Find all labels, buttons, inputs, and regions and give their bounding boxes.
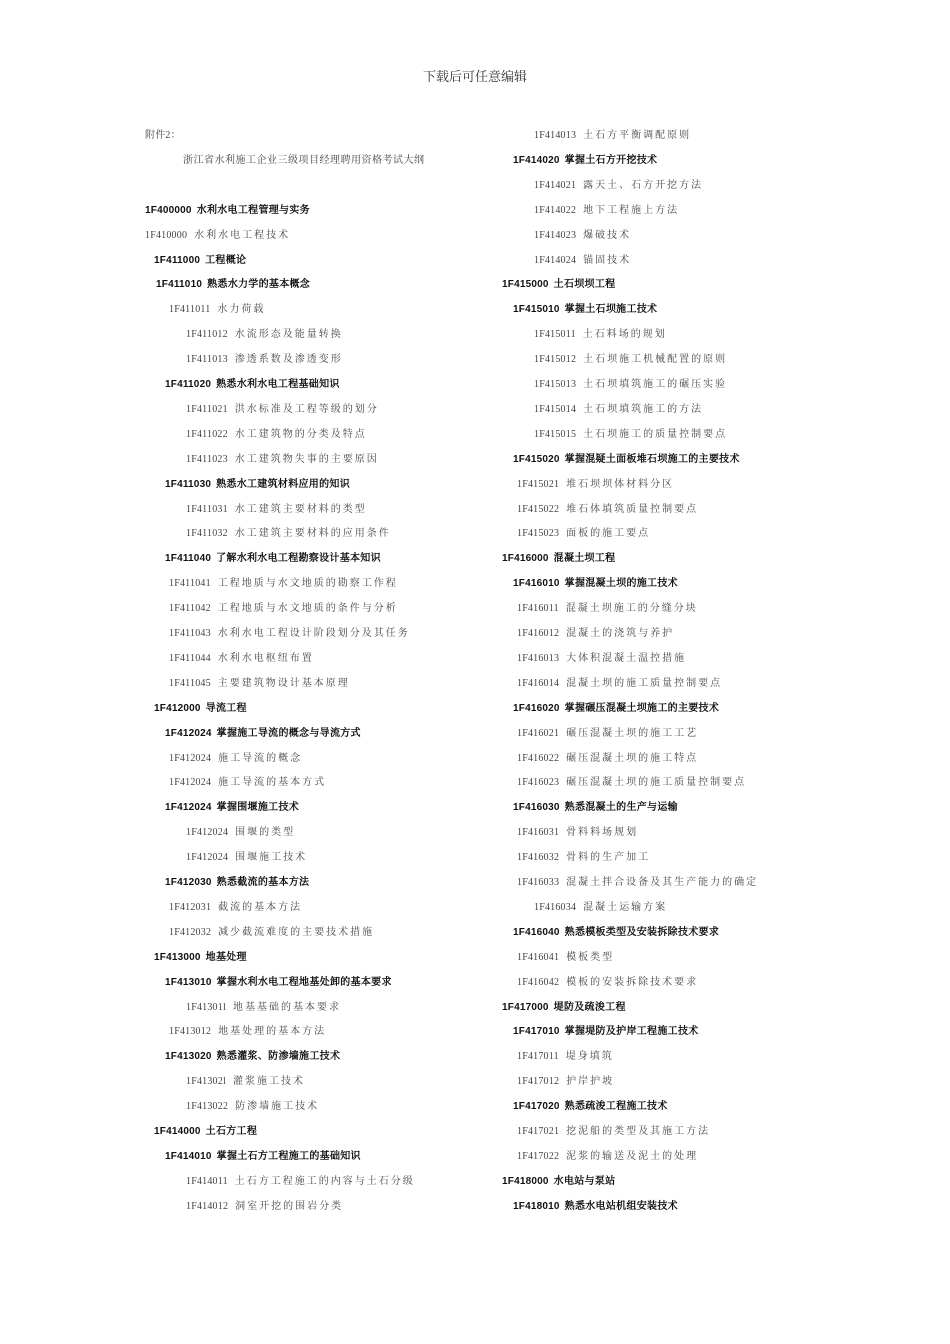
outline-title: 土石方平衡调配原则 xyxy=(583,130,692,141)
outline-code: 1F414011 xyxy=(186,1175,228,1187)
outline-item xyxy=(165,1145,361,1170)
outline-item xyxy=(169,647,314,672)
outline-code: 1F414010 xyxy=(165,1150,212,1162)
outline-item xyxy=(186,821,295,846)
outline-title: 水工建筑主要材料的应用条件 xyxy=(234,528,391,540)
outline-title: 水利水电工程技术 xyxy=(194,229,291,241)
outline-title: 碾压混凝土坝的施工质量控制要点 xyxy=(566,777,747,789)
outline-item xyxy=(165,971,392,996)
outline-code: 1F411023 xyxy=(186,453,228,465)
outline-item xyxy=(165,871,309,896)
outline-code: 1F411000 xyxy=(154,254,201,266)
outline-title: 水利水电工程管理与实务 xyxy=(196,204,310,216)
outline-title: 水电站与泵站 xyxy=(553,1175,616,1187)
outline-title: 面板的施工要点 xyxy=(566,528,651,540)
outline-title: 土石坝施工机械配置的原则 xyxy=(583,354,728,366)
outline-item xyxy=(517,647,686,672)
outline-code: 1F416021 xyxy=(517,727,560,739)
outline-item xyxy=(165,796,299,821)
outline-code: 1F413000 xyxy=(154,951,201,963)
outline-code: 1F417021 xyxy=(517,1126,560,1137)
outline-item xyxy=(517,771,746,796)
outline-title: 水力荷载 xyxy=(217,304,266,316)
outline-item xyxy=(513,796,678,821)
outline-title: 混凝土坝施工的分缝分块 xyxy=(565,603,698,615)
outline-code: 1F417020 xyxy=(513,1101,560,1113)
outline-title: 大体积混凝土温控措施 xyxy=(566,652,687,664)
outline-title: 堤防及疏浚工程 xyxy=(553,1001,626,1013)
outline-code: 1F416041 xyxy=(517,951,560,963)
outline-item xyxy=(186,1195,343,1220)
outline-item xyxy=(165,473,350,498)
outline-code: 1F412024 xyxy=(186,827,229,839)
outline-code: 1F417012 xyxy=(517,1076,560,1088)
outline-code: 1F411013 xyxy=(186,354,228,366)
outline-code: 1F411020 xyxy=(165,379,212,390)
outline-item xyxy=(534,199,679,224)
outline-item xyxy=(517,622,674,647)
outline-item xyxy=(513,921,719,946)
outline-code: 1F416011 xyxy=(517,603,559,615)
outline-title: 水工建筑物的分类及特点 xyxy=(234,428,367,440)
outline-code: 1F411040 xyxy=(165,553,212,565)
outline-title: 掌握混疑土面板堆石坝施工的主要技术 xyxy=(564,453,740,465)
outline-item xyxy=(517,722,698,747)
outline-item xyxy=(186,448,379,473)
outline-item xyxy=(513,448,740,473)
outline-title: 堆石坝坝体材料分区 xyxy=(566,478,675,490)
outline-title: 掌握混凝土坝的施工技术 xyxy=(564,578,678,590)
outline-code: 1F411042 xyxy=(169,603,211,615)
outline-code: 1F416034 xyxy=(534,901,577,913)
outline-item xyxy=(517,672,722,697)
outline-code: 1F413010 xyxy=(165,976,212,988)
outline-code: 1F416030 xyxy=(513,802,560,814)
outline-title: 掌握碾压混凝土坝施工的主要技术 xyxy=(564,702,720,714)
outline-code: 1F416020 xyxy=(513,702,560,714)
outline-code: 1F400000 xyxy=(145,204,192,216)
outline-title: 混凝土坝的施工质量控制要点 xyxy=(566,677,723,689)
outline-title: 护岸护坡 xyxy=(566,1076,615,1088)
outline-item xyxy=(154,249,246,274)
outline-title: 堤身填筑 xyxy=(565,1051,614,1063)
outline-title: 模板类型 xyxy=(566,951,615,963)
outline-title: 掌握土石方工程施工的基础知识 xyxy=(216,1150,361,1162)
outline-code: 1F414022 xyxy=(534,204,577,216)
outline-title: 掌握土石坝施工技术 xyxy=(564,304,658,316)
outline-code: 1F415021 xyxy=(517,478,560,490)
outline-title: 掌握堤防及护岸工程施工技术 xyxy=(564,1026,699,1038)
outline-code: 1F412024 xyxy=(169,752,212,764)
outline-code: 1F415011 xyxy=(534,329,576,341)
outline-item xyxy=(165,1045,340,1070)
outline-code: 1F415015 xyxy=(534,428,577,440)
outline-item xyxy=(517,821,638,846)
outline-title: 掌握土石方开挖技术 xyxy=(564,154,658,166)
outline-item xyxy=(165,373,340,398)
outline-title: 地下工程施上方法 xyxy=(583,204,680,216)
outline-item xyxy=(517,473,674,498)
outline-code: 1F410000 xyxy=(145,229,188,241)
outline-item xyxy=(534,896,667,921)
outline-title: 泥浆的输送及泥土的处理 xyxy=(566,1150,699,1162)
outline-title: 土石坝填筑施工的方法 xyxy=(583,403,704,415)
outline-title: 围堰的类型 xyxy=(235,827,296,839)
outline-item xyxy=(513,1020,699,1045)
outline-item xyxy=(517,522,650,547)
outline-item xyxy=(502,1170,615,1195)
outline-code: 1F418000 xyxy=(502,1175,549,1187)
outline-title: 掌握水利水电工程地基处卸的基本要求 xyxy=(216,976,392,988)
outline-item xyxy=(534,249,631,274)
outline-title: 水利水电枢纽布置 xyxy=(217,652,314,664)
outline-code: 1F415020 xyxy=(513,453,560,465)
outline-title: 水工建筑主要材料的类型 xyxy=(234,503,367,515)
outline-code: 1F414000 xyxy=(154,1126,201,1137)
outline-item xyxy=(513,572,678,597)
outline-code: 1F411041 xyxy=(169,578,211,590)
outline-code: 1F415014 xyxy=(534,403,577,415)
header-note: 下载后可任意编辑 xyxy=(422,70,527,85)
outline-code: 1F415023 xyxy=(517,528,560,540)
outline-title: 熟悉水电站机组安装技术 xyxy=(564,1200,678,1212)
outline-item xyxy=(186,846,307,871)
outline-code: 1F416023 xyxy=(517,777,560,789)
outline-title: 熟悉水利水电工程基础知识 xyxy=(216,379,340,390)
outline-item xyxy=(156,273,310,298)
outline-item xyxy=(517,1070,614,1095)
outline-title: 挖泥船的类型及其施工方法 xyxy=(566,1126,711,1137)
outline-code: 1F415013 xyxy=(534,379,577,390)
outline-title: 减少截流难度的主要技术措施 xyxy=(218,926,375,938)
outline-code: 1F412024 xyxy=(165,802,212,814)
outline-item xyxy=(154,946,247,971)
outline-code: 1F414013 xyxy=(534,130,577,141)
outline-code: 1F413012 xyxy=(169,1026,212,1038)
outline-title: 水流形态及能量转换 xyxy=(234,329,343,341)
outline-item xyxy=(534,174,703,199)
outline-item xyxy=(517,747,698,772)
outline-code: 1F417010 xyxy=(513,1026,560,1038)
outline-title: 露天土、石方开挖方法 xyxy=(583,179,704,191)
outline-item xyxy=(183,149,425,174)
outline-item xyxy=(169,622,410,647)
outline-item xyxy=(502,273,615,298)
outline-title: 主要建筑物设计基本原理 xyxy=(217,677,350,689)
outline-code: 1F412000 xyxy=(154,702,201,714)
outline-code: 1F412031 xyxy=(169,901,212,913)
outline-item xyxy=(517,1120,710,1145)
outline-code: 1F413022 xyxy=(186,1101,229,1113)
outline-item xyxy=(513,697,719,722)
outline-title: 熟悉水力学的基本概念 xyxy=(207,279,311,291)
outline-item xyxy=(517,846,650,871)
outline-title: 堆石体填筑质量控制要点 xyxy=(566,503,699,515)
outline-item xyxy=(186,1070,305,1095)
outline-code: 1F417011 xyxy=(517,1051,559,1063)
outline-item xyxy=(517,946,614,971)
outline-title: 土石方工程施工的内容与土石分级 xyxy=(234,1175,415,1187)
outline-item xyxy=(169,1020,326,1045)
outline-code: 1F416033 xyxy=(517,877,560,888)
outline-title: 熟悉截流的基本方法 xyxy=(216,877,310,888)
outline-title: 地基基础的基本要求 xyxy=(232,1001,341,1013)
outline-title: 模板的安装拆除技术要求 xyxy=(566,976,699,988)
outline-title: 工程地质与水文地质的勘察工作程 xyxy=(217,578,398,590)
outline-code: 1F415010 xyxy=(513,304,560,316)
outline-code: 1F415012 xyxy=(534,354,577,366)
outline-title: 骨料料场规划 xyxy=(566,827,639,839)
outline-item xyxy=(513,298,657,323)
outline-code: 1F411045 xyxy=(169,677,211,689)
outline-title: 土石坝填筑施工的碾压实验 xyxy=(583,379,728,390)
outline-item xyxy=(186,423,367,448)
outline-item xyxy=(169,747,302,772)
outline-item xyxy=(534,423,727,448)
outline-code: 1F411022 xyxy=(186,428,228,440)
outline-item xyxy=(186,323,343,348)
outline-item xyxy=(154,1120,257,1145)
outline-item xyxy=(534,323,667,348)
outline-code: 1F417000 xyxy=(502,1001,549,1013)
outline-title: 了解水利水电工程勘察设计基本知识 xyxy=(216,553,381,565)
outline-title: 熟悉水工建筑材料应用的知识 xyxy=(216,478,350,490)
outline-title: 渗透系数及渗透变形 xyxy=(234,354,343,366)
outline-title: 土石坝施工的质量控制要点 xyxy=(583,428,728,440)
outline-item xyxy=(186,1170,415,1195)
outline-title: 熟悉灌浆、防渗墙施工技术 xyxy=(216,1051,341,1063)
outline-title: 截流的基本方法 xyxy=(218,901,303,913)
outline-item xyxy=(186,1095,319,1120)
outline-code: 1F411044 xyxy=(169,652,211,664)
outline-code: 1F41301l xyxy=(186,1001,226,1013)
outline-item xyxy=(513,149,657,174)
outline-code: 1F411011 xyxy=(169,304,211,316)
outline-title: 洪水标准及工程等级的划分 xyxy=(234,403,379,415)
outline-item xyxy=(517,1145,698,1170)
outline-code: 1F411031 xyxy=(186,503,228,515)
outline-item xyxy=(534,224,631,249)
outline-title: 爆破技术 xyxy=(583,229,632,241)
outline-item xyxy=(502,996,626,1021)
outline-code: 1F414012 xyxy=(186,1200,229,1212)
outline-title: 施工导流的概念 xyxy=(218,752,303,764)
outline-item xyxy=(169,672,350,697)
outline-item xyxy=(154,697,247,722)
outline-item xyxy=(169,896,302,921)
outline-code: 1F414023 xyxy=(534,229,577,241)
outline-item xyxy=(534,398,703,423)
outline-code: 1F412030 xyxy=(165,877,212,888)
outline-title: 混凝土运输方案 xyxy=(583,901,668,913)
outline-title: 熟悉模板类型及安装拆除技术要求 xyxy=(564,926,720,938)
outline-title: 施工导流的基本方式 xyxy=(218,777,327,789)
outline-item xyxy=(517,1045,614,1070)
outline-item xyxy=(517,498,698,523)
outline-title: 碾压混凝土坝的施工特点 xyxy=(566,752,699,764)
outline-item xyxy=(145,199,310,224)
outline-code: 1F412024 xyxy=(165,727,212,739)
outline-title: 土石料场的规划 xyxy=(582,329,667,341)
outline-title: 地基处理的基本方法 xyxy=(218,1026,327,1038)
outline-code: 1F416014 xyxy=(517,677,560,689)
outline-item xyxy=(165,722,361,747)
outline-item xyxy=(502,547,615,572)
outline-code: 1F418010 xyxy=(513,1200,560,1212)
outline-title: 洞室开挖的围岩分类 xyxy=(235,1200,344,1212)
outline-title: 水利水电工程设计阶段划分及其任务 xyxy=(217,628,410,639)
outline-item xyxy=(169,771,326,796)
outline-item xyxy=(169,921,374,946)
outline-item xyxy=(534,373,727,398)
outline-title: 掌握施工导流的概念与导流方式 xyxy=(216,727,361,739)
outline-code: 1F414024 xyxy=(534,254,577,266)
outline-item xyxy=(186,996,341,1021)
outline-code: 1F415000 xyxy=(502,279,549,291)
outline-code: 1F412024 xyxy=(186,852,229,864)
outline-title: 防渗墙施工技术 xyxy=(235,1101,320,1113)
outline-code: 1F416012 xyxy=(517,628,560,639)
outline-code: 1F416010 xyxy=(513,578,560,590)
outline-item xyxy=(186,522,391,547)
outline-item xyxy=(513,1095,668,1120)
outline-code: 1F416000 xyxy=(502,553,549,565)
outline-code: 附件2： xyxy=(145,130,181,141)
outline-title: 熟悉疏浚工程施工技术 xyxy=(564,1101,668,1113)
outline-item xyxy=(165,547,381,572)
outline-code: 1F411012 xyxy=(186,329,228,341)
outline-item xyxy=(517,597,698,622)
outline-item xyxy=(513,1195,678,1220)
outline-item xyxy=(534,124,691,149)
outline-title: 掌握围堰施工技术 xyxy=(216,802,300,814)
outline-item xyxy=(517,971,698,996)
outline-title: 土石方工程 xyxy=(205,1126,258,1137)
outline-title: 灌浆施工技术 xyxy=(232,1076,305,1088)
outline-item xyxy=(186,398,379,423)
outline-item xyxy=(517,871,758,896)
outline-item xyxy=(169,572,398,597)
outline-title: 浙江省水利施工企业三级项目经理聘用资格考试大纲 xyxy=(183,154,425,166)
outline-item xyxy=(169,597,398,622)
outline-item xyxy=(534,348,727,373)
outline-code: 1F416040 xyxy=(513,926,560,938)
outline-item xyxy=(169,298,265,323)
outline-code: 1F411043 xyxy=(169,628,211,639)
outline-code: 1F411021 xyxy=(186,403,228,415)
outline-title: 工程地质与水文地质的条件与分析 xyxy=(217,603,398,615)
outline-title: 导流工程 xyxy=(205,702,247,714)
outline-code: 1F416031 xyxy=(517,827,560,839)
outline-title: 混凝土拌合设备及其生产能力的确定 xyxy=(566,877,759,888)
outline-code: 1F415022 xyxy=(517,503,560,515)
outline-title: 水工建筑物失事的主要原因 xyxy=(234,453,379,465)
outline-code: 1F411032 xyxy=(186,528,228,540)
outline-code: 1F414021 xyxy=(534,179,577,191)
outline-code: 1F416042 xyxy=(517,976,560,988)
outline-code: 1F41302l xyxy=(186,1076,226,1088)
outline-code: 1F412032 xyxy=(169,926,212,938)
outline-title: 熟悉混凝土的生产与运输 xyxy=(564,802,678,814)
outline-code: 1F416032 xyxy=(517,852,560,864)
outline-code: 1F413020 xyxy=(165,1051,212,1063)
outline-item xyxy=(145,224,290,249)
outline-title: 围堰施工技术 xyxy=(235,852,308,864)
outline-title: 骨料的生产加工 xyxy=(566,852,651,864)
outline-code: 1F411030 xyxy=(165,478,212,490)
outline-item xyxy=(186,348,343,373)
outline-code: 1F416013 xyxy=(517,652,560,664)
outline-code: 1F416022 xyxy=(517,752,560,764)
outline-title: 碾压混凝土坝的施工工艺 xyxy=(566,727,699,739)
outline-item xyxy=(145,124,181,149)
outline-code: 1F411010 xyxy=(156,279,203,291)
outline-title: 混凝土的浇筑与养护 xyxy=(566,628,675,639)
outline-code: 1F417022 xyxy=(517,1150,560,1162)
outline-title: 地基处理 xyxy=(205,951,247,963)
outline-title: 工程概论 xyxy=(205,254,247,266)
outline-item xyxy=(186,498,367,523)
outline-code: 1F414020 xyxy=(513,154,560,166)
outline-title: 锚固技术 xyxy=(583,254,632,266)
outline-title: 土石坝坝工程 xyxy=(553,279,616,291)
outline-title: 混凝土坝工程 xyxy=(553,553,616,565)
outline-code: 1F412024 xyxy=(169,777,212,789)
